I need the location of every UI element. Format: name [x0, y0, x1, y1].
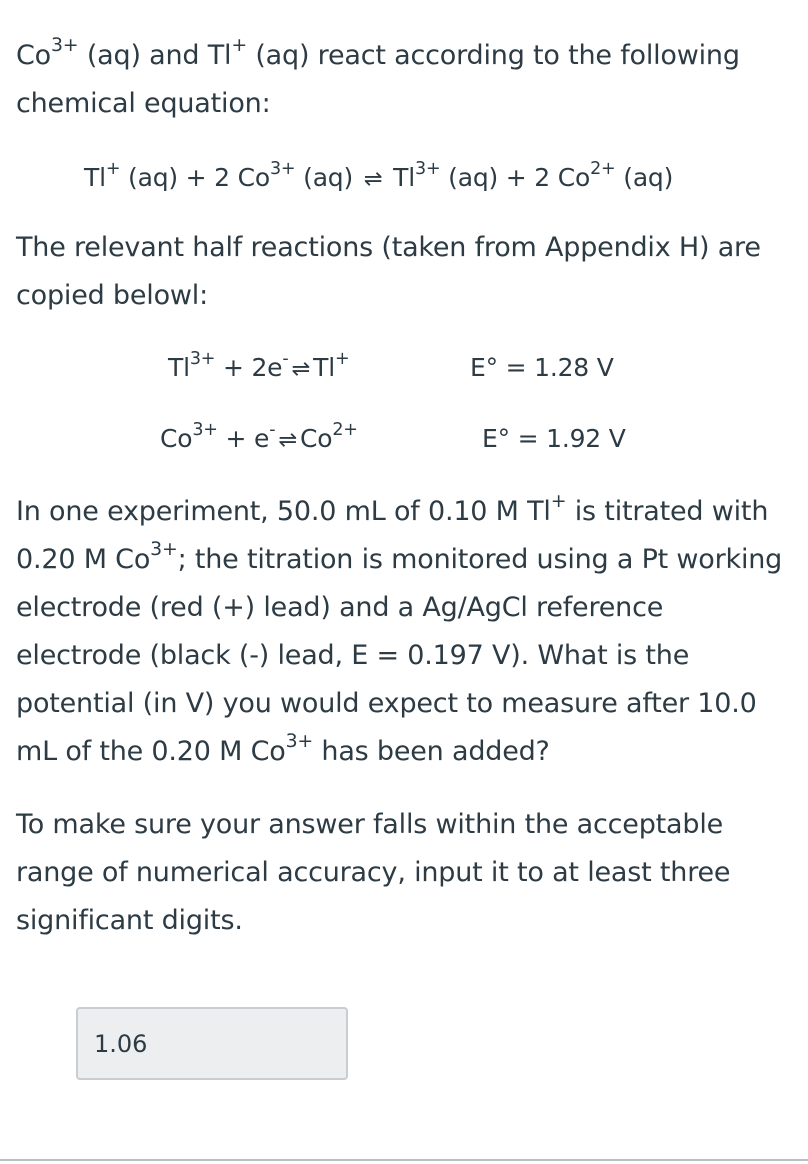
half-reaction-product: Co: [299, 424, 333, 453]
equilibrium-arrow-icon: ⇌: [363, 166, 383, 192]
intro-paragraph: [16, 32, 796, 128]
experiment-text: has been added?: [313, 736, 550, 767]
half-reaction-product-charge: 2+: [332, 420, 358, 441]
equation-text: (aq): [295, 163, 361, 192]
potential-cobalt: E° = 1.92 V: [482, 424, 626, 453]
half-reaction-electrons: + 2e: [215, 353, 283, 382]
experiment-superscript: 3+: [285, 730, 314, 753]
half-reaction-cobalt: [160, 421, 358, 458]
half-reaction-product: Tl: [313, 353, 335, 382]
equation-charge: +: [105, 159, 121, 180]
equation-text: (aq) + 2 Co: [120, 163, 270, 192]
equation-charge: 3+: [269, 159, 296, 180]
equation-text: (aq): [615, 163, 674, 192]
experiment-text: is titrated with 0.20 M Co: [16, 496, 769, 575]
experiment-superscript: 3+: [150, 538, 178, 561]
half-reaction-charge: 3+: [192, 420, 218, 441]
intro-superscript: +: [231, 34, 247, 57]
equation-text: Tl: [385, 163, 416, 192]
half-reaction-charge: 3+: [189, 349, 216, 370]
experiment-superscript: +: [550, 490, 567, 513]
equation-charge: 3+: [415, 159, 441, 180]
experiment-text: In one experiment, 50.0 mL of 0.10 M Tl: [16, 496, 551, 527]
divider: [0, 1159, 808, 1161]
half-reaction-thallium: [168, 350, 349, 387]
accuracy-note: To make sure your answer falls within the acceptable range of numerical accuracy, input it to at least three significant digits.: [16, 809, 731, 936]
intro-text: (aq) react according to the following chemical equation:: [16, 40, 740, 119]
half-reaction-species: Co: [160, 424, 193, 453]
equilibrium-arrow-icon: ⇌: [291, 356, 311, 382]
equilibrium-arrow-icon: ⇌: [278, 427, 297, 453]
overall-equation: [84, 160, 673, 197]
half-reaction-electrons: + e: [217, 424, 270, 453]
electron-charge: -: [282, 349, 289, 370]
experiment-paragraph: [16, 488, 796, 776]
intro-superscript: 3+: [50, 34, 79, 57]
half-reactions-intro: The relevant half reactions (taken from Appendix H) are copied belowl:: [16, 232, 761, 311]
equation-text: Tl: [84, 163, 106, 192]
half-reaction-product-charge: +: [334, 349, 350, 370]
electron-charge: -: [269, 420, 276, 441]
answer-input[interactable]: [76, 1007, 348, 1080]
intro-text: Co: [16, 40, 51, 71]
equation-charge: 2+: [590, 159, 616, 180]
experiment-text: ; the titration is monitored using a Pt working electrode (red (+) lead) and a Ag/AgCl reference electrode (black (-) lead, E = 0.197 V). What is the potential (in V) you would expect to measure after 10.0 mL of the 0.20 M Co: [16, 544, 783, 767]
potential-thallium: E° = 1.28 V: [470, 353, 614, 382]
intro-text: (aq) and Tl: [78, 40, 232, 71]
half-reaction-species: Tl: [168, 353, 190, 382]
equation-text: (aq) + 2 Co: [440, 163, 591, 192]
